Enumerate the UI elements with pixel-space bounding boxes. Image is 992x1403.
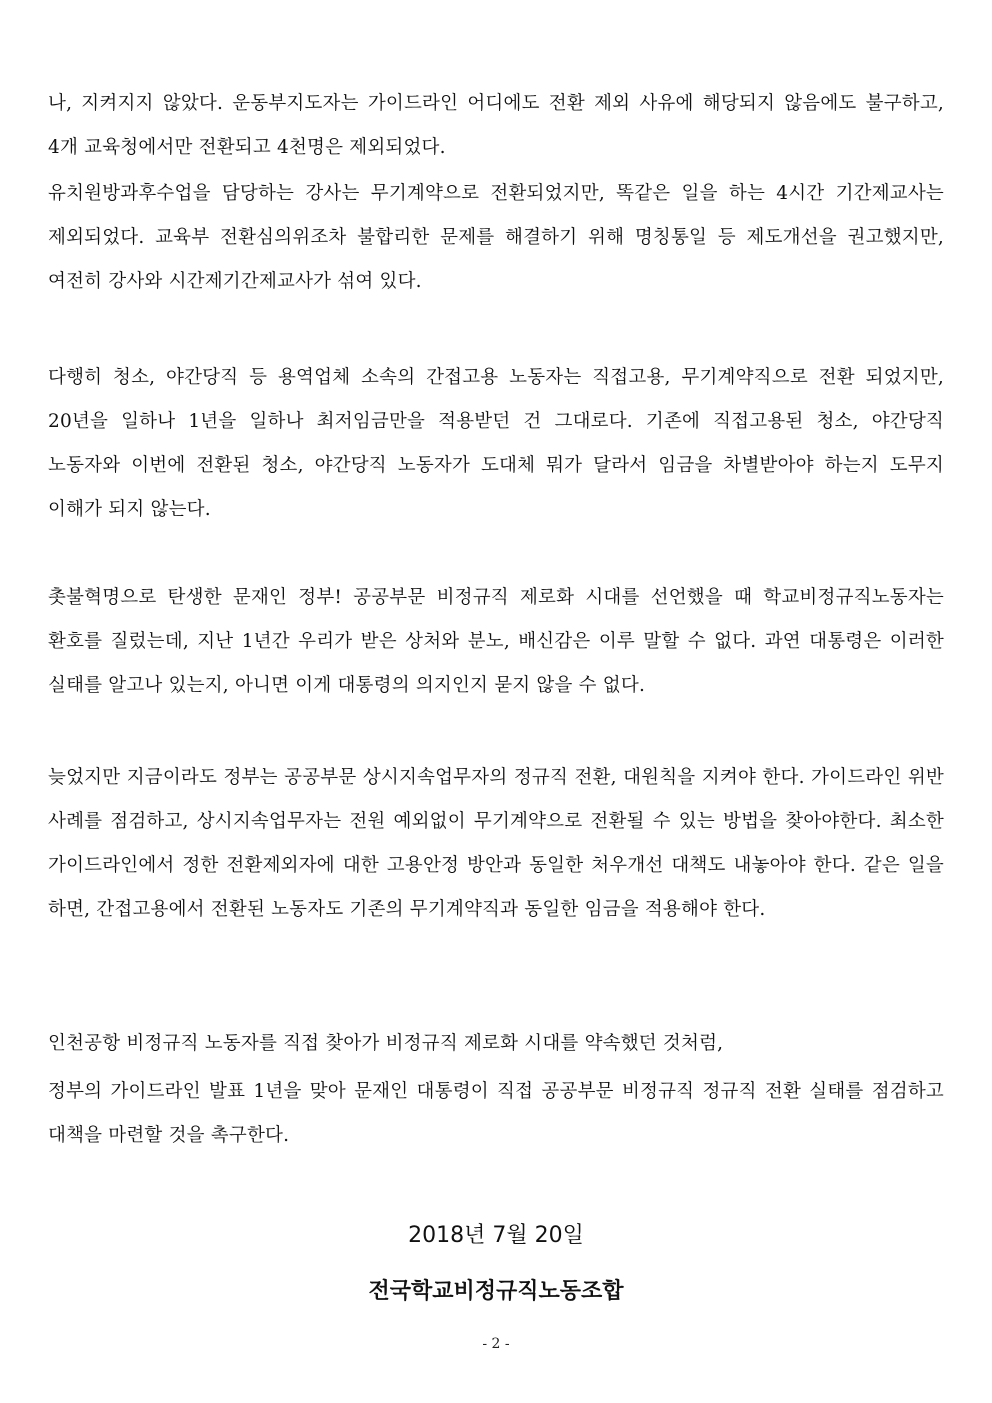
body-paragraph: 다행히 청소, 야간당직 등 용역업체 소속의 간접고용 노동자는 직접고용, 무기계약직으로 전환 되었지만, 20년을 일하나 1년을 일하나 최저임금만을 적용받던 건 그대로다. 기존에 직접고용된 청소, 야간당직 노동자와 이번에 전환된 청소, 야간당직 노동자가 도대체 뭐가 달라서 임금을 차별받아야 하는지 도무지 이해가 되지 않는다. (48, 367, 944, 520)
body-paragraph: 늦었지만 지금이라도 정부는 공공부문 상시지속업무자의 정규직 전환, 대원칙을 지켜야 한다. 가이드라인 위반 사례를 점검하고, 상시지속업무자는 전원 예외없이 무기계약으로 전환될 수 있는 방법을 찾아야한다. 최소한 가이드라인에서 정한 전환제외자에 대한 고용안정 방안과 동일한 처우개선 대책도 내놓아야 한다. 같은 일을 하면, 간접고용에서 전환된 노동자도 기존의 무기계약직과 동일한 임금을 적용해야 한다. (48, 767, 944, 920)
body-paragraph: 나, 지켜지지 않았다. 운동부지도자는 가이드라인 어디에도 전환 제외 사유에 해당되지 않음에도 불구하고, 4개 교육청에서만 전환되고 4천명은 제외되었다. (48, 93, 944, 158)
body-paragraph: 유치원방과후수업을 담당하는 강사는 무기계약으로 전환되었지만, 똑같은 일을 하는 4시간 기간제교사는 제외되었다. 교육부 전환심의위조차 불합리한 문제를 해결하기 위해 명칭통일 등 제도개선을 권고했지만, 여전히 강사와 시간제기간제교사가 섞여 있다. (48, 183, 944, 292)
organization-name: 전국학교비정규직노동조합 (368, 1279, 624, 1304)
page-number: - 2 - (482, 1336, 510, 1352)
document-date: 2018년 7월 20일 (408, 1223, 584, 1248)
body-paragraph: 촛불혁명으로 탄생한 문재인 정부! 공공부문 비정규직 제로화 시대를 선언했을 때 학교비정규직노동자는 환호를 질렀는데, 지난 1년간 우리가 받은 상처와 분노, 배신감은 이루 말할 수 없다. 과연 대통령은 이러한 실태를 알고나 있는지, 아니면 이게 대통령의 의지인지 묻지 않을 수 없다. (48, 587, 944, 696)
body-paragraph: 인천공항 비정규직 노동자를 직접 찾아가 비정규직 제로화 시대를 약속했던 것처럼, (48, 1033, 724, 1054)
body-paragraph: 정부의 가이드라인 발표 1년을 맞아 문재인 대통령이 직접 공공부문 비정규직 정규직 전환 실태를 점검하고 대책을 마련할 것을 촉구한다. (48, 1081, 944, 1146)
